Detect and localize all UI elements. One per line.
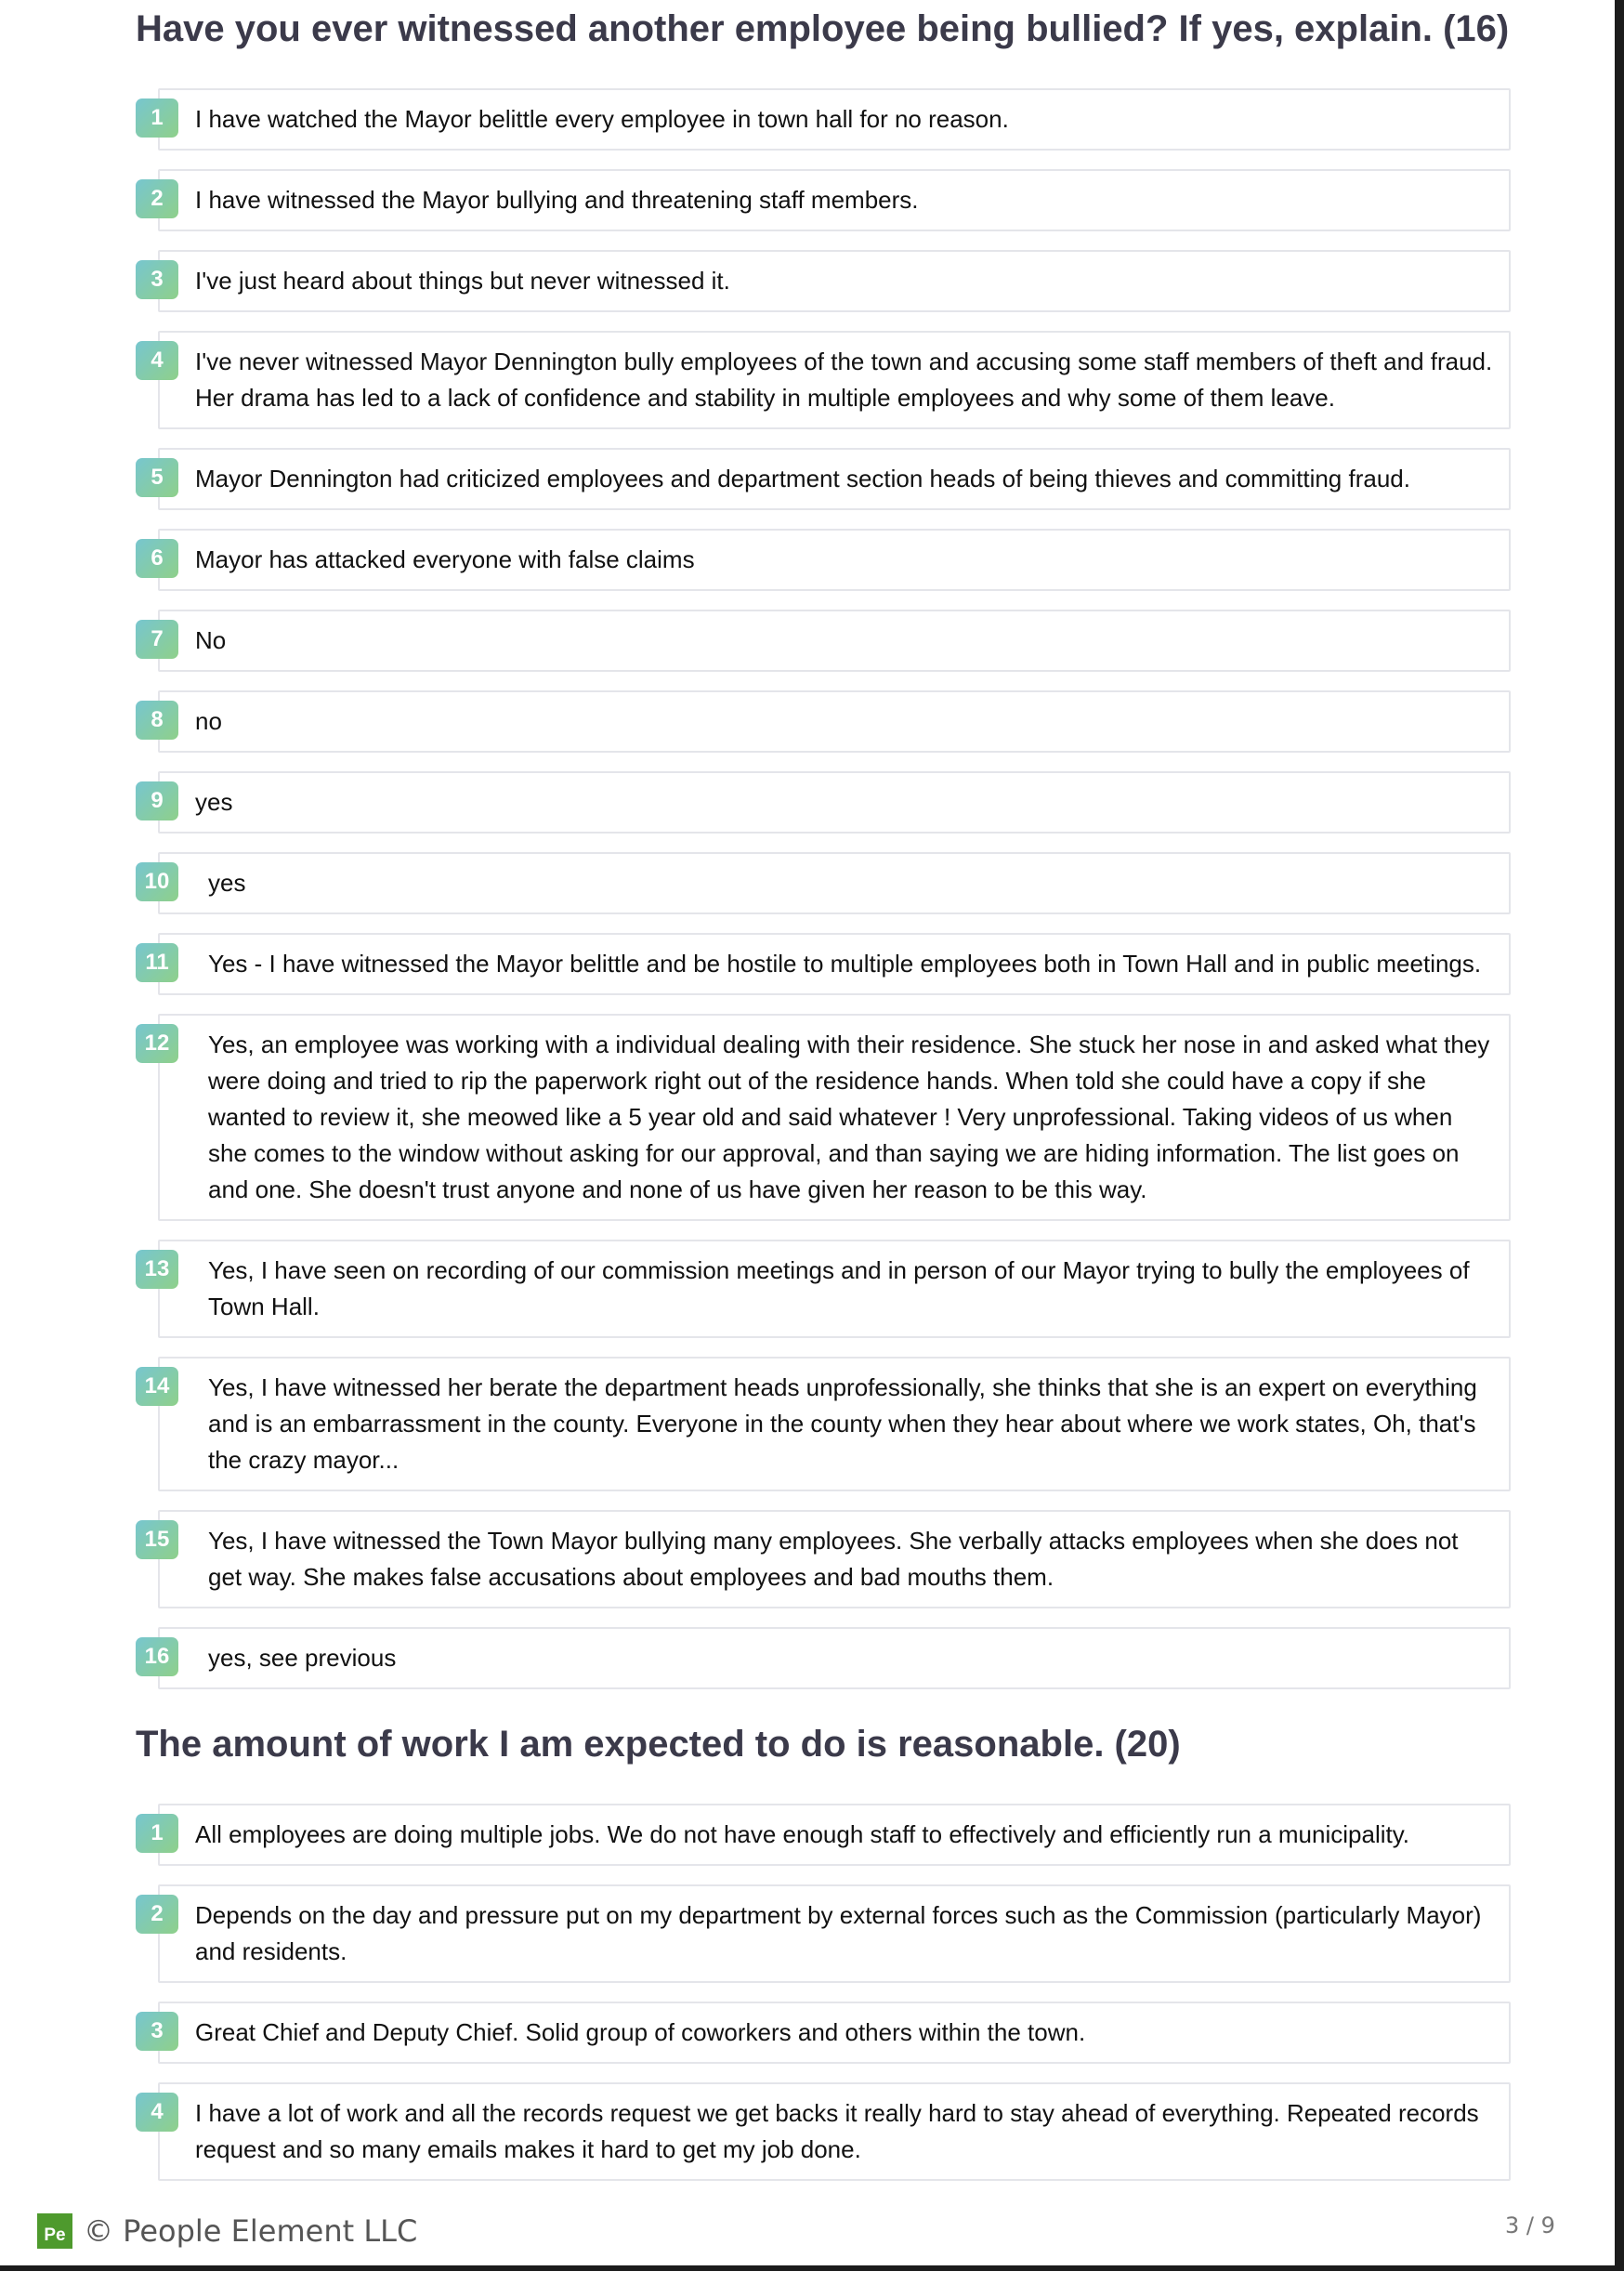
response-item	[136, 1240, 1511, 1338]
copyright-text: © People Element LLC	[84, 2213, 418, 2249]
response-text: Yes, I have seen on recording of our commission meetings and in person of our Mayor trying to bully the employees of Town Hall.	[158, 1240, 1511, 1338]
response-item	[136, 448, 1511, 510]
response-number-badge: 16	[136, 1637, 178, 1676]
response-item	[136, 2002, 1511, 2064]
response-text: yes	[158, 771, 1511, 834]
response-list	[136, 88, 1511, 1689]
response-text: I have a lot of work and all the records request we get backs it really hard to stay ahead of everything. Repeated records request and so many emails makes it hard to get my job done.	[158, 2082, 1511, 2181]
response-number-badge: 4	[136, 341, 178, 380]
response-number-badge: 5	[136, 458, 178, 497]
response-number-badge: 12	[136, 1024, 178, 1063]
response-item	[136, 771, 1511, 834]
page-number: 3 / 9	[1505, 2212, 1555, 2238]
response-item	[136, 2082, 1511, 2181]
response-item	[136, 1357, 1511, 1491]
response-item	[136, 1804, 1511, 1866]
people-element-logo: Pe	[37, 2213, 72, 2249]
section-title: Have you ever witnessed another employee being bullied? If yes, explain. (16)	[136, 8, 1510, 49]
response-item	[136, 331, 1511, 429]
page-edge-bottom	[0, 2265, 1624, 2271]
response-text: Yes - I have witnessed the Mayor belittle and be hostile to multiple employees both in Town Hall and in public meetings.	[158, 933, 1511, 995]
response-number-badge: 1	[136, 1814, 178, 1853]
response-list	[136, 1804, 1511, 2181]
response-text: All employees are doing multiple jobs. We do not have enough staff to effectively and efficiently run a municipality.	[158, 1804, 1511, 1866]
response-text: no	[158, 690, 1511, 753]
response-number-badge: 11	[136, 943, 178, 982]
response-number-badge: 14	[136, 1367, 178, 1406]
response-text: Yes, an employee was working with a individual dealing with their residence. She stuck her nose in and asked what they were doing and tried to rip the paperwork right out of the residence hands. When told she could have a copy if she wanted to review it, she meowed like a 5 year old and said whatever ! Very unprofessional. Taking videos of us when she comes to the window without asking for our approval, and than saying we are hiding information. The list goes on and one. She doesn't trust anyone and none of us have given her reason to be this way.	[158, 1014, 1511, 1221]
section-title: The amount of work I am expected to do is reasonable. (20)	[136, 1724, 1181, 1765]
report-content	[136, 7, 1511, 2199]
response-item	[136, 690, 1511, 753]
response-text: I have witnessed the Mayor bullying and threatening staff members.	[158, 169, 1511, 231]
response-text: yes	[158, 852, 1511, 914]
response-text: I've never witnessed Mayor Dennington bully employees of the town and accusing some staff members of theft and fraud. Her drama has led to a lack of confidence and stability in multiple employees and why some of them leave.	[158, 331, 1511, 429]
response-item	[136, 1510, 1511, 1608]
response-text: Great Chief and Deputy Chief. Solid group of coworkers and others within the town.	[158, 2002, 1511, 2064]
response-number-badge: 4	[136, 2093, 178, 2132]
response-number-badge: 2	[136, 179, 178, 218]
response-item	[136, 852, 1511, 914]
response-number-badge: 6	[136, 539, 178, 578]
response-item	[136, 610, 1511, 672]
response-text: No	[158, 610, 1511, 672]
page-edge-right	[1615, 0, 1624, 2271]
response-number-badge: 7	[136, 620, 178, 659]
response-text: Depends on the day and pressure put on my department by external forces such as the Commission (particularly Mayor) and residents.	[158, 1884, 1511, 1983]
response-item	[136, 529, 1511, 591]
response-text: Mayor has attacked everyone with false claims	[158, 529, 1511, 591]
response-item	[136, 933, 1511, 995]
response-number-badge: 3	[136, 2012, 178, 2051]
response-number-badge: 13	[136, 1250, 178, 1289]
response-number-badge: 3	[136, 260, 178, 299]
response-number-badge: 8	[136, 701, 178, 740]
response-text: I have watched the Mayor belittle every employee in town hall for no reason.	[158, 88, 1511, 151]
response-number-badge: 9	[136, 781, 178, 820]
response-number-badge: 10	[136, 862, 178, 901]
response-number-badge: 15	[136, 1520, 178, 1559]
response-item	[136, 88, 1511, 151]
response-number-badge: 1	[136, 98, 178, 138]
response-item	[136, 1014, 1511, 1221]
response-number-badge: 2	[136, 1895, 178, 1934]
footer	[37, 2212, 417, 2251]
response-item	[136, 250, 1511, 312]
response-text: I've just heard about things but never witnessed it.	[158, 250, 1511, 312]
response-text: Mayor Dennington had criticized employees and department section heads of being thieves and committing fraud.	[158, 448, 1511, 510]
response-text: yes, see previous	[158, 1627, 1511, 1689]
response-text: Yes, I have witnessed the Town Mayor bullying many employees. She verbally attacks employees when she does not get way. She makes false accusations about employees and bad mouths them.	[158, 1510, 1511, 1608]
response-text: Yes, I have witnessed her berate the department heads unprofessionally, she thinks that she is an expert on everything and is an embarrassment in the county. Everyone in the county when they hear about where we work states, Oh, that's the crazy mayor...	[158, 1357, 1511, 1491]
response-item	[136, 1627, 1511, 1689]
response-item	[136, 1884, 1511, 1983]
response-item	[136, 169, 1511, 231]
